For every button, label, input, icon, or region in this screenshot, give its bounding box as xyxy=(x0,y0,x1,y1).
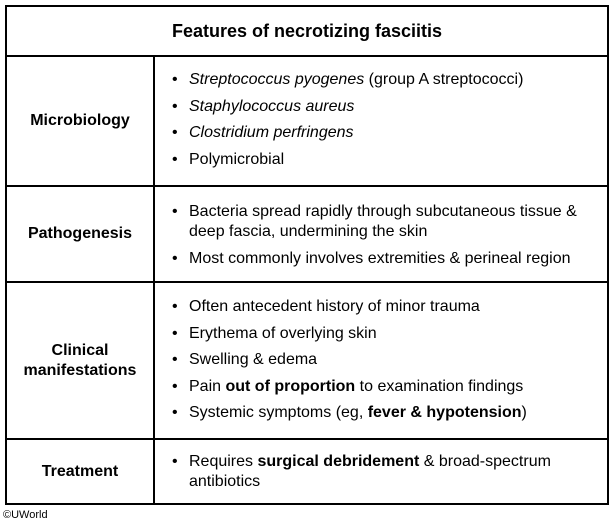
item-text: Requires xyxy=(189,453,258,470)
table-title: Features of necrotizing fasciitis xyxy=(7,7,607,57)
item-text: to examination findings xyxy=(355,377,524,395)
list-item xyxy=(157,97,607,117)
list-item xyxy=(157,350,607,370)
copyright-notice: ©UWorld xyxy=(3,509,48,521)
list-item xyxy=(157,70,607,90)
item-text: Pain xyxy=(189,377,226,395)
list-item xyxy=(157,123,607,143)
list-item xyxy=(157,452,607,492)
bullet-icon: • xyxy=(172,377,178,395)
item-text: & broad-spectrum antibiotics xyxy=(189,453,551,490)
table-row-treatment xyxy=(7,440,607,503)
bullet-icon: • xyxy=(172,150,178,168)
table-row-clinical-manifestations xyxy=(7,283,607,440)
label-line: Clinical xyxy=(51,341,109,359)
bullet-icon: • xyxy=(172,250,178,267)
item-text: Erythema of overlying skin xyxy=(189,324,377,342)
list-item xyxy=(157,150,607,170)
item-text: Swelling & edema xyxy=(189,351,318,368)
bullet-icon: • xyxy=(172,298,178,315)
item-text: (group A streptococci) xyxy=(364,71,524,88)
row-content-clinical-manifestations xyxy=(157,283,607,438)
item-text: Polymicrobial xyxy=(189,150,285,168)
item-text: Systemic symptoms (eg, xyxy=(189,404,368,421)
list-item xyxy=(157,324,607,344)
bullet-icon: • xyxy=(172,97,178,115)
organism-name: Staphylococcus aureus xyxy=(189,97,355,115)
bullet-icon: • xyxy=(172,203,178,220)
list-item xyxy=(157,297,607,317)
row-label-clinical-manifestations xyxy=(7,283,155,438)
bullet-icon: • xyxy=(172,351,178,368)
organism-name: Streptococcus pyogenes xyxy=(189,71,365,88)
bullet-icon: • xyxy=(172,124,178,141)
bullet-icon: • xyxy=(172,71,178,88)
emphasis-text: fever & hypotension xyxy=(367,404,522,421)
item-text: Most commonly involves extremities & perineal region xyxy=(189,250,571,267)
list-item xyxy=(157,403,607,423)
features-table xyxy=(5,5,609,505)
bullet-icon: • xyxy=(172,453,178,470)
row-content-pathogenesis xyxy=(157,187,607,281)
row-label-pathogenesis: Pathogenesis xyxy=(7,187,155,281)
item-text: Bacteria spread rapidly through subcutaneous tissue & deep fascia, undermining the skin xyxy=(189,203,577,240)
organism-name: Clostridium perfringens xyxy=(189,124,354,141)
item-text: Often antecedent history of minor trauma xyxy=(189,298,480,315)
table-row-microbiology xyxy=(7,57,607,187)
list-item xyxy=(157,202,607,242)
list-item xyxy=(157,377,607,397)
bullet-icon: • xyxy=(172,324,178,342)
row-content-treatment xyxy=(157,440,607,503)
row-label-treatment: Treatment xyxy=(7,440,155,503)
table-row-pathogenesis xyxy=(7,187,607,283)
emphasis-text: surgical debridement xyxy=(257,453,420,470)
bullet-icon: • xyxy=(172,404,178,421)
item-text: ) xyxy=(521,404,527,421)
emphasis-text: out of proportion xyxy=(225,377,356,395)
row-label-microbiology: Microbiology xyxy=(7,57,155,185)
list-item xyxy=(157,249,607,269)
row-content-microbiology xyxy=(157,57,607,185)
label-line: manifestations xyxy=(23,361,137,379)
